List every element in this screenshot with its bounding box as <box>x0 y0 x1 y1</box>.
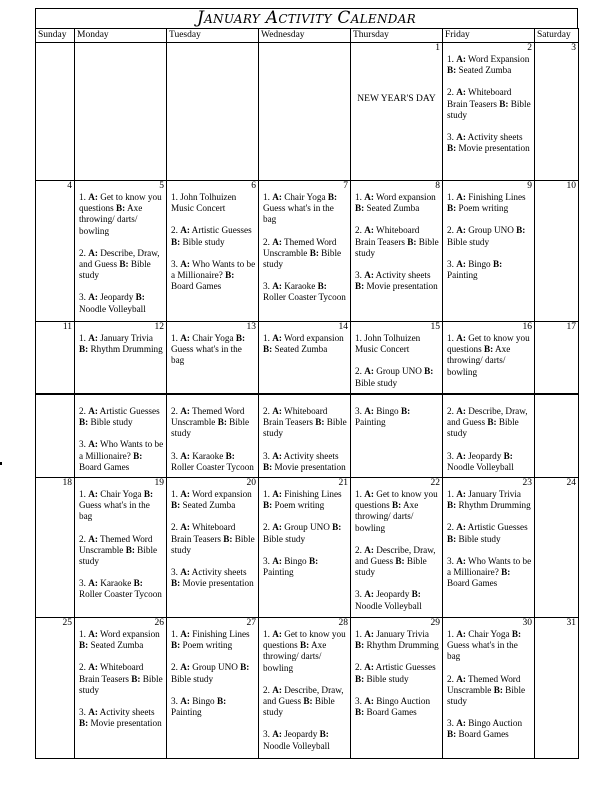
day-cell <box>535 322 579 395</box>
day-cell <box>167 478 259 618</box>
activity-item: 3. A: Bingo B: Painting <box>263 555 319 578</box>
week-row <box>36 478 579 618</box>
activity-item: 2. A: Describe, Draw, and Guess B: Bible study <box>355 544 436 578</box>
activity-item: 3. A: Activity sheets B: Movie presentation <box>79 707 162 729</box>
activity-item: 2. A: Themed Word Unscramble B: Bible study <box>263 236 342 270</box>
day-cell <box>443 618 535 759</box>
activity-item: 3. A: Jeopardy B: Noodle Volleyball <box>447 450 514 472</box>
activity-list <box>443 629 534 741</box>
day-number: 3 <box>571 43 576 53</box>
day-cell <box>75 618 167 759</box>
activity-list <box>167 406 258 473</box>
day-cell <box>259 618 351 759</box>
activity-list <box>75 629 166 729</box>
activity-item: 1. A: Word Expansion B: Seated Zumba <box>447 54 530 76</box>
day-number: 4 <box>67 181 72 191</box>
day-cell <box>36 181 75 322</box>
activity-list <box>75 406 166 473</box>
activity-item: 3. A: Activity sheets B: Movie presentation <box>171 567 254 589</box>
activity-list <box>167 489 258 589</box>
day-cell <box>167 181 259 322</box>
weekday-thursday: Thursday <box>351 29 443 43</box>
day-number: 5 <box>159 181 164 191</box>
activity-item: 2. A: Artistic Guesses B: Bible study <box>447 522 528 544</box>
day-number: 22 <box>430 478 440 488</box>
day-number: 14 <box>338 322 348 332</box>
activity-item: 1. A: Chair Yoga B: Guess what's in the bag <box>263 192 338 225</box>
day-number <box>351 395 442 406</box>
activity-item: 3. A: Activity sheets B: Movie presentation <box>355 270 438 292</box>
activity-item: 3. A: Jeopardy B: Noodle Volleyball <box>79 292 146 314</box>
day-number: 11 <box>62 322 72 332</box>
activity-item: 2. A: Whiteboard Brain Teasers B: Bible study <box>263 406 347 439</box>
activity-item: 1. A: Word expansion B: Seated Zumba <box>263 333 344 355</box>
week-row <box>36 322 579 395</box>
activity-item: 2. A: Group UNO B: Bible study <box>355 366 434 388</box>
activity-item: 1. A: Chair Yoga B: Guess what's in the bag <box>79 489 154 522</box>
day-number <box>259 395 350 406</box>
day-number: 10 <box>566 181 576 191</box>
activity-item: 3. A: Activity sheets B: Movie presentation <box>263 450 346 472</box>
day-cell <box>75 181 167 322</box>
activity-item: 3. A: Bingo Auction B: Board Games <box>447 718 523 740</box>
day-number <box>535 395 578 406</box>
day-number: 27 <box>246 618 256 628</box>
day-number: 23 <box>522 478 532 488</box>
week-row <box>36 394 579 478</box>
day-number <box>36 395 74 406</box>
activity-item: 1. A: Finishing Lines B: Poem writing <box>263 489 342 511</box>
day-cell <box>167 43 259 181</box>
activity-list <box>443 406 534 473</box>
day-number: 24 <box>566 478 576 488</box>
day-cell <box>351 43 443 181</box>
weekday-tuesday: Tuesday <box>167 29 259 43</box>
activity-item: 1. A: Get to know you questions B: Axe throwing/ darts/ bowling <box>355 489 438 533</box>
day-cell <box>75 43 167 181</box>
calendar-title: January Activity Calendar <box>35 8 578 29</box>
activity-calendar <box>35 8 578 753</box>
day-number: 12 <box>154 322 164 332</box>
activity-list <box>259 629 350 752</box>
weekday-monday: Monday <box>75 29 167 43</box>
day-cell <box>535 478 579 618</box>
day-number: 7 <box>343 181 348 191</box>
day-cell <box>535 618 579 759</box>
day-number: 25 <box>62 618 72 628</box>
activity-list <box>259 333 350 355</box>
day-number: 9 <box>527 181 532 191</box>
activity-item: 3. A: Bingo B: Painting <box>355 406 411 428</box>
activity-item: 2. A: Themed Word Unscramble B: Bible study <box>447 673 526 707</box>
day-cell <box>75 322 167 395</box>
activity-list <box>167 629 258 718</box>
day-number <box>167 43 258 54</box>
activity-item: 3. A: Jeopardy B: Noodle Volleyball <box>263 729 330 751</box>
day-cell <box>443 478 535 618</box>
day-cell <box>36 478 75 618</box>
holiday-label: NEW YEAR'S DAY <box>357 94 436 104</box>
activity-list <box>75 489 166 601</box>
day-cell <box>75 478 167 618</box>
day-cell <box>259 43 351 181</box>
activity-list <box>167 192 258 292</box>
day-cell <box>535 181 579 322</box>
activity-item: 1. A: Finishing Lines B: Poem writing <box>447 192 526 214</box>
day-number: 21 <box>338 478 348 488</box>
activity-item: 3. A: Activity sheets B: Movie presentation <box>447 132 530 154</box>
activity-item: 1. A: Chair Yoga B: Guess what's in the bag <box>171 333 246 366</box>
activity-item: 1. A: Get to know you questions B: Axe throwing/ darts/ bowling <box>263 629 346 673</box>
activity-item: 1. A: January Trivia B: Rhythm Drumming <box>355 629 439 651</box>
day-number <box>75 43 166 54</box>
day-number <box>36 43 74 54</box>
activity-item: 2. A: Group UNO B: Bible study <box>447 225 526 247</box>
activity-item: 1. A: Get to know you questions B: Axe throwing/ darts/ bowling <box>447 333 530 377</box>
day-cell <box>259 394 351 478</box>
activity-list <box>351 489 442 612</box>
day-cell <box>443 394 535 478</box>
day-number <box>259 43 350 54</box>
day-number: 28 <box>338 618 348 628</box>
activity-list <box>351 629 442 718</box>
day-number: 31 <box>566 618 576 628</box>
activity-list <box>443 192 534 281</box>
activity-item: 1. A: Finishing Lines B: Poem writing <box>171 629 250 651</box>
activity-item: 3. A: Bingo B: Painting <box>447 258 503 281</box>
margin-mark <box>0 462 2 465</box>
day-cell <box>36 322 75 395</box>
activity-item: 2. A: Artistic Guesses B: Bible study <box>171 225 252 247</box>
activity-item: 1. A: January Trivia B: Rhythm Drumming <box>447 489 531 511</box>
activity-item: 2. A: Artistic Guesses B: Bible study <box>79 406 160 428</box>
activity-item: 2. A: Themed Word Unscramble B: Bible study <box>79 533 158 567</box>
day-number <box>75 395 166 406</box>
day-number: 29 <box>430 618 440 628</box>
day-cell <box>351 181 443 322</box>
weekday-wednesday: Wednesday <box>259 29 351 43</box>
day-number: 1 <box>435 43 440 53</box>
day-number: 26 <box>154 618 164 628</box>
activity-item: 3. A: Who Wants to be a Millionaire? B: Board Games <box>79 439 164 472</box>
activity-item: 3. A: Jeopardy B: Noodle Volleyball <box>355 589 422 611</box>
activity-item: 3. A: Who Wants to be a Millionaire? B: Board Games <box>447 555 532 589</box>
activity-item: 1. John Tolhuizen Music Concert <box>355 333 421 355</box>
day-cell <box>259 322 351 395</box>
activity-item: 1. A: Word expansion B: Seated Zumba <box>79 629 160 651</box>
activity-item: 3. A: Bingo B: Painting <box>171 695 227 718</box>
activity-list <box>443 489 534 589</box>
week-row <box>36 43 579 181</box>
activity-item: 3. A: Who Wants to be a Millionaire? B: Board Games <box>171 258 256 292</box>
day-cell <box>443 322 535 395</box>
activity-list <box>351 333 442 389</box>
day-cell <box>351 478 443 618</box>
activity-item: 2. A: Whiteboard Brain Teasers B: Bible study <box>447 87 531 120</box>
day-number: 2 <box>527 43 532 53</box>
activity-item: 1. A: Chair Yoga B: Guess what's in the bag <box>447 629 522 662</box>
day-cell <box>535 394 579 478</box>
week-row <box>36 618 579 759</box>
activity-list <box>167 333 258 367</box>
day-number: 16 <box>522 322 532 332</box>
activity-item: 3. A: Karaoke B: Roller Coaster Tycoon <box>171 450 254 472</box>
day-cell <box>351 618 443 759</box>
weekday-friday: Friday <box>443 29 535 43</box>
weekday-sunday: Sunday <box>36 29 75 43</box>
day-cell <box>36 618 75 759</box>
day-cell <box>167 394 259 478</box>
day-number: 15 <box>430 322 440 332</box>
activity-item: 1. A: Word expansion B: Seated Zumba <box>355 192 436 214</box>
activity-item: 3. A: Karaoke B: Roller Coaster Tycoon <box>263 281 346 303</box>
day-number: 30 <box>522 618 532 628</box>
day-cell <box>259 478 351 618</box>
activity-list <box>259 192 350 304</box>
day-number <box>167 395 258 406</box>
activity-item: 2. A: Describe, Draw, and Guess B: Bible study <box>79 247 160 281</box>
activity-item: 2. A: Whiteboard Brain Teasers B: Bible study <box>171 522 255 555</box>
day-number <box>443 395 534 406</box>
day-cell <box>259 181 351 322</box>
calendar-grid <box>35 28 579 759</box>
activity-item: 2. A: Group UNO B: Bible study <box>171 662 250 684</box>
activity-list <box>75 192 166 315</box>
activity-item: 1. A: January Trivia B: Rhythm Drumming <box>79 333 163 355</box>
day-cell <box>351 394 443 478</box>
weekday-saturday: Saturday <box>535 29 579 43</box>
day-cell <box>36 394 75 478</box>
activity-list <box>75 333 166 355</box>
day-number: 18 <box>62 478 72 488</box>
day-number: 13 <box>246 322 256 332</box>
activity-item: 2. A: Artistic Guesses B: Bible study <box>355 662 436 684</box>
activity-list <box>259 406 350 473</box>
activity-item: 1. A: Get to know you questions B: Axe throwing/ darts/ bowling <box>79 192 162 236</box>
week-row <box>36 181 579 322</box>
activity-item: 1. John Tolhuizen Music Concert <box>171 192 237 214</box>
day-cell <box>443 43 535 181</box>
activity-item: 2. A: Describe, Draw, and Guess B: Bible study <box>447 406 528 439</box>
activity-item: 3. A: Karaoke B: Roller Coaster Tycoon <box>79 578 162 600</box>
activity-list <box>351 192 442 292</box>
activity-item: 2. A: Themed Word Unscramble B: Bible study <box>171 406 250 439</box>
day-cell <box>167 618 259 759</box>
activity-item: 2. A: Whiteboard Brain Teasers B: Bible study <box>79 662 163 695</box>
day-cell <box>36 43 75 181</box>
day-number: 20 <box>246 478 256 488</box>
activity-item: 2. A: Describe, Draw, and Guess B: Bible study <box>263 684 344 718</box>
day-number: 6 <box>251 181 256 191</box>
activity-item: 2. A: Whiteboard Brain Teasers B: Bible study <box>355 225 439 258</box>
activity-list <box>443 333 534 378</box>
day-cell <box>535 43 579 181</box>
day-cell <box>75 394 167 478</box>
day-number: 17 <box>566 322 576 332</box>
activity-list <box>259 489 350 578</box>
day-number: 19 <box>154 478 164 488</box>
activity-list <box>351 406 442 428</box>
weekday-header-row <box>36 29 579 43</box>
day-number: 8 <box>435 181 440 191</box>
day-cell <box>167 322 259 395</box>
activity-item: 2. A: Group UNO B: Bible study <box>263 522 342 544</box>
day-cell <box>443 181 535 322</box>
activity-item: 3. A: Bingo Auction B: Board Games <box>355 695 431 718</box>
activity-list <box>443 54 534 154</box>
day-cell <box>351 322 443 395</box>
activity-item: 1. A: Word expansion B: Seated Zumba <box>171 489 252 511</box>
